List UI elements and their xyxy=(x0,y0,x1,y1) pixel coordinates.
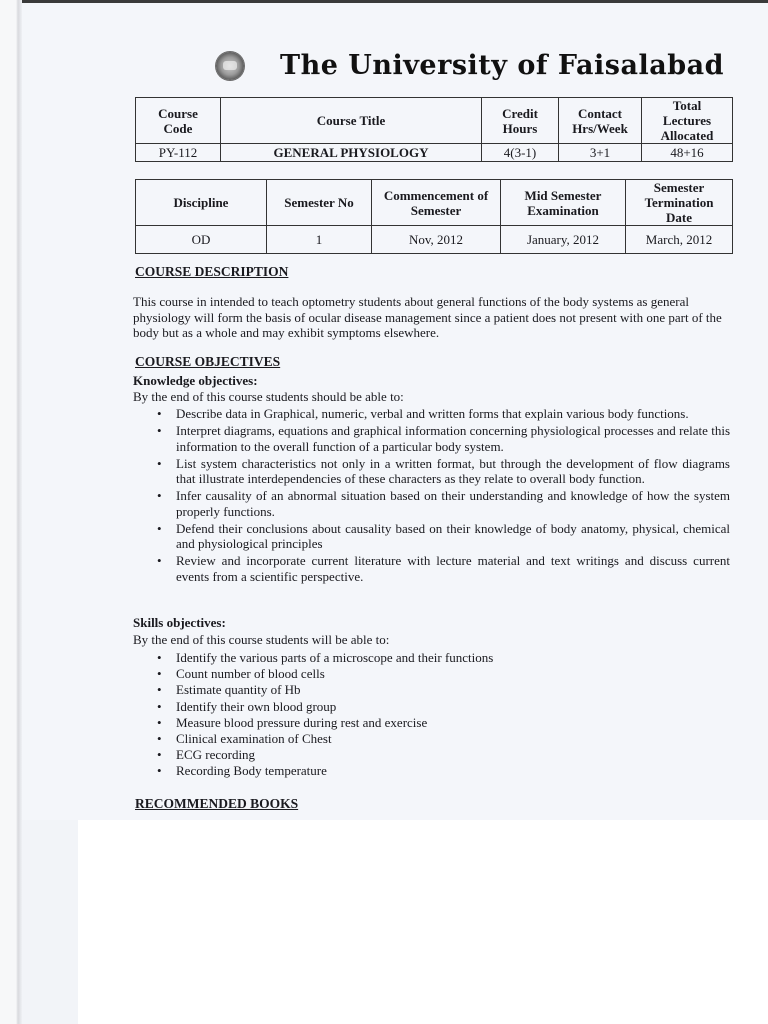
header-course-title: Course Title xyxy=(221,98,482,144)
header-course-code-line2: Code xyxy=(163,120,193,136)
list-item: • Clinical examination of Chest xyxy=(156,731,656,747)
scan-top-edge xyxy=(0,0,768,3)
scan-left-edge xyxy=(0,0,22,1024)
recommended-books-heading: RECOMMENDED BOOKS xyxy=(135,796,299,811)
header-lectures-line2: Lectures xyxy=(662,113,712,128)
header-commencement-line1: Commencement of xyxy=(383,187,489,203)
header-credit-hours xyxy=(482,98,559,144)
header-semester-no: Semester No xyxy=(267,180,372,226)
blank-area xyxy=(78,820,768,1024)
header-mid-semester xyxy=(501,180,626,226)
cell-commencement: Nov, 2012 xyxy=(372,226,501,254)
university-title: The University of Faisalabad xyxy=(280,50,725,81)
list-item: • Interpret diagrams, equations and graphical information concerning physiological processes and relate this information to the overall function of a particular body system. xyxy=(156,423,730,454)
course-info-table xyxy=(135,97,733,162)
list-item: • Infer causality of an abnormal situation based on their understanding and knowledge of how the system properly functions. xyxy=(156,488,730,519)
knowledge-objectives-list xyxy=(156,406,730,586)
skills-objectives-list xyxy=(156,650,656,780)
header-termination-line1: Semester xyxy=(653,180,705,195)
course-description-heading: COURSE DESCRIPTION xyxy=(135,264,289,279)
cell-credit-hours: 4(3-1) xyxy=(482,144,559,162)
header-commencement-line2: Semester xyxy=(410,202,462,218)
list-item: • ECG recording xyxy=(156,747,656,763)
cell-mid-semester: January, 2012 xyxy=(501,226,626,254)
skills-objectives-heading: Skills objectives: xyxy=(133,615,226,630)
schedule-table xyxy=(135,179,733,254)
list-item: • Describe data in Graphical, numeric, verbal and written forms that explain various body functions. xyxy=(156,406,730,422)
list-item: • Count number of blood cells xyxy=(156,666,656,682)
list-item: • Defend their conclusions about causality based on their knowledge of body anatomy, physical, chemical and physiological principles xyxy=(156,521,730,552)
header-lectures-line1: Total xyxy=(672,98,702,113)
cell-course-code: PY-112 xyxy=(136,144,221,162)
header-termination-line2: Termination xyxy=(644,195,714,210)
blank-area-left xyxy=(22,820,78,1024)
knowledge-objectives-heading: Knowledge objectives: xyxy=(133,373,258,388)
header-credit-line1: Credit xyxy=(502,105,538,121)
header-contact-line2: Hrs/Week xyxy=(572,120,628,136)
header-termination-line3: Date xyxy=(666,210,692,225)
header-mid-line1: Mid Semester xyxy=(524,187,602,203)
header-contact-hours xyxy=(559,98,642,144)
list-item: • Identify the various parts of a microscope and their functions xyxy=(156,650,656,666)
header-discipline: Discipline xyxy=(136,180,267,226)
course-description-text: This course in intended to teach optometry students about general functions of the body systems as general physiology will form the basis of ocular disease management since a patient does not present with one part of the body but as a whole and may exhibit symptoms elsewhere. xyxy=(133,294,722,340)
cell-contact-hours: 3+1 xyxy=(559,144,642,162)
list-item: • Review and incorporate current literature with lecture material and text writings and discuss current events from a scientific perspective. xyxy=(156,553,730,584)
cell-total-lectures: 48+16 xyxy=(642,144,733,162)
header-termination-date xyxy=(626,180,733,226)
cell-discipline: OD xyxy=(136,226,267,254)
header-lectures-line3: Allocated xyxy=(660,128,714,143)
header-credit-line2: Hours xyxy=(502,120,538,136)
header-contact-line1: Contact xyxy=(577,105,623,121)
header-total-lectures xyxy=(642,98,733,144)
cell-semester-no: 1 xyxy=(267,226,372,254)
list-item: • Measure blood pressure during rest and exercise xyxy=(156,715,656,731)
list-item: • Identify their own blood group xyxy=(156,699,656,715)
cell-termination-date: March, 2012 xyxy=(626,226,733,254)
knowledge-intro: By the end of this course students should be able to: xyxy=(133,389,404,404)
header-course-code xyxy=(136,98,221,144)
list-item: • Estimate quantity of Hb xyxy=(156,682,656,698)
header-mid-line2: Examination xyxy=(527,202,599,218)
header-course-code-line1: Course xyxy=(158,105,198,121)
skills-intro: By the end of this course students will be able to: xyxy=(133,632,390,647)
list-item: • List system characteristics not only in a written format, but through the development of flow diagrams that illustrate interdependencies of these characters as they relate to overall body function. xyxy=(156,456,730,487)
university-seal-icon xyxy=(216,52,244,80)
cell-course-title: GENERAL PHYSIOLOGY xyxy=(221,144,482,162)
list-item: • Recording Body temperature xyxy=(156,763,656,779)
course-objectives-heading: COURSE OBJECTIVES xyxy=(135,354,281,369)
header-commencement xyxy=(372,180,501,226)
